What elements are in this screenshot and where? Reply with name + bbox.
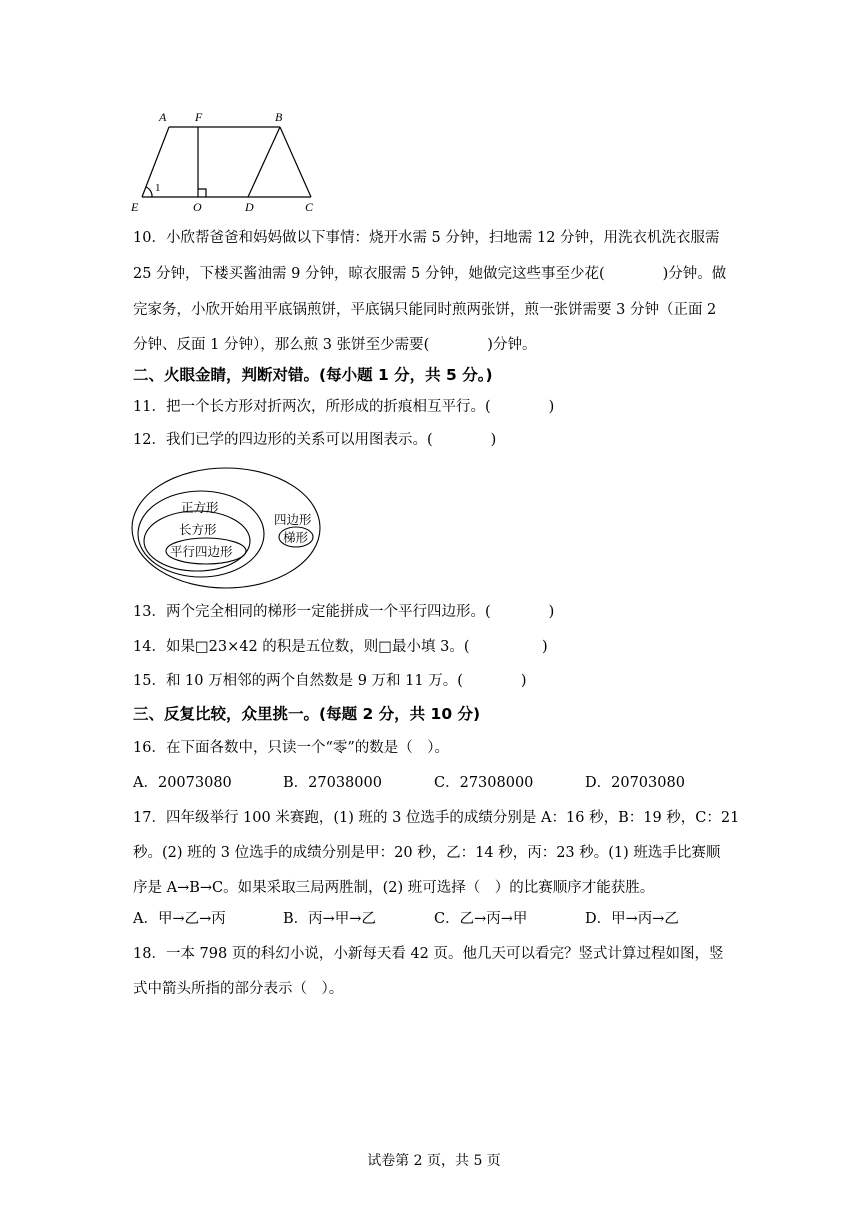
q17-option-d: D．甲→丙→乙 [585, 911, 679, 927]
q16-option-a: A．20073080 [133, 775, 232, 791]
trapezoid-figure [125, 105, 325, 215]
label-o: O [193, 200, 202, 214]
label-e: E [131, 200, 139, 214]
q18-line2: 式中箭头所指的部分表示（ ）。 [133, 981, 344, 997]
q11: 11．把一个长方形对折两次，所形成的折痕相互平行。( ) [133, 399, 555, 415]
q18-line1: 18．一本 798 页的科幻小说，小新每天看 42 页。他几天可以看完？竖式计算过程如图，竖 [133, 946, 724, 962]
q13: 13．两个完全相同的梯形一定能拼成一个平行四边形。( ) [133, 604, 555, 620]
q16-option-b: B．27038000 [283, 775, 382, 791]
venn-label-quadrilateral: 四边形 [274, 513, 312, 527]
q17-option-a: A．甲→乙→丙 [133, 911, 226, 927]
q16-option-d: D．20703080 [585, 775, 685, 791]
q16-stem: 16．在下面各数中，只读一个“零”的数是（ ）。 [133, 740, 450, 756]
q10-line4: 分钟、反面 1 分钟），那么煎 3 张饼至少需要( )分钟。 [133, 337, 537, 353]
q17-line1: 17．四年级举行 100 米赛跑，(1) 班的 3 位选手的成绩分别是 A：16 秒，B：19 秒，C：21 [133, 810, 740, 826]
label-b: B [275, 110, 283, 124]
q17-line2: 秒。(2) 班的 3 位选手的成绩分别是甲：20 秒，乙：14 秒，丙：23 秒。(1) 班选手比赛顺 [133, 845, 721, 861]
q10-line3: 完家务，小欣开始用平底锅煎饼，平底锅只能同时煎两张饼，煎一张饼需要 3 分钟（正面 2 [133, 302, 717, 318]
section3-title: 三、反复比较，众里挑一。(每题 2 分，共 10 分) [133, 705, 481, 723]
venn-label-trapezoid: 梯形 [283, 531, 309, 545]
label-d: D [245, 200, 254, 214]
q17-option-b: B．丙→甲→乙 [283, 911, 376, 927]
page-footer: 试卷第 2 页，共 5 页 [367, 1153, 501, 1169]
q10-line1: 10．小欣帮爸爸和妈妈做以下事情：烧开水需 5 分钟，扫地需 12 分钟，用洗衣机洗衣服需 [133, 230, 720, 246]
venn-label-square: 正方形 [181, 501, 219, 515]
label-a: A [159, 110, 167, 124]
q17-option-c: C．乙→丙→甲 [434, 911, 528, 927]
label-c: C [305, 200, 314, 214]
section2-title: 二、火眼金睛，判断对错。(每小题 1 分，共 5 分。) [133, 366, 493, 384]
q10-line2: 25 分钟，下楼买酱油需 9 分钟，晾衣服需 5 分钟，她做完这些事至少花( )分钟。做 [133, 266, 727, 282]
q16-option-c: C．27308000 [434, 775, 534, 791]
label-f: F [195, 110, 203, 124]
angle-label: 1 [155, 182, 161, 194]
q12: 12．我们已学的四边形的关系可以用图表示。( ) [133, 432, 497, 448]
venn-label-rectangle: 长方形 [179, 523, 217, 537]
q14: 14．如果□23×42 的积是五位数，则□最小填 3。( ) [133, 639, 548, 655]
quadrilateral-venn-diagram [128, 462, 338, 592]
q15: 15．和 10 万相邻的两个自然数是 9 万和 11 万。( ) [133, 673, 527, 689]
q17-line3: 序是 A→B→C。如果采取三局两胜制，(2) 班可选择（ ）的比赛顺序才能获胜。 [133, 880, 655, 896]
venn-label-parallelogram: 平行四边形 [170, 545, 233, 559]
